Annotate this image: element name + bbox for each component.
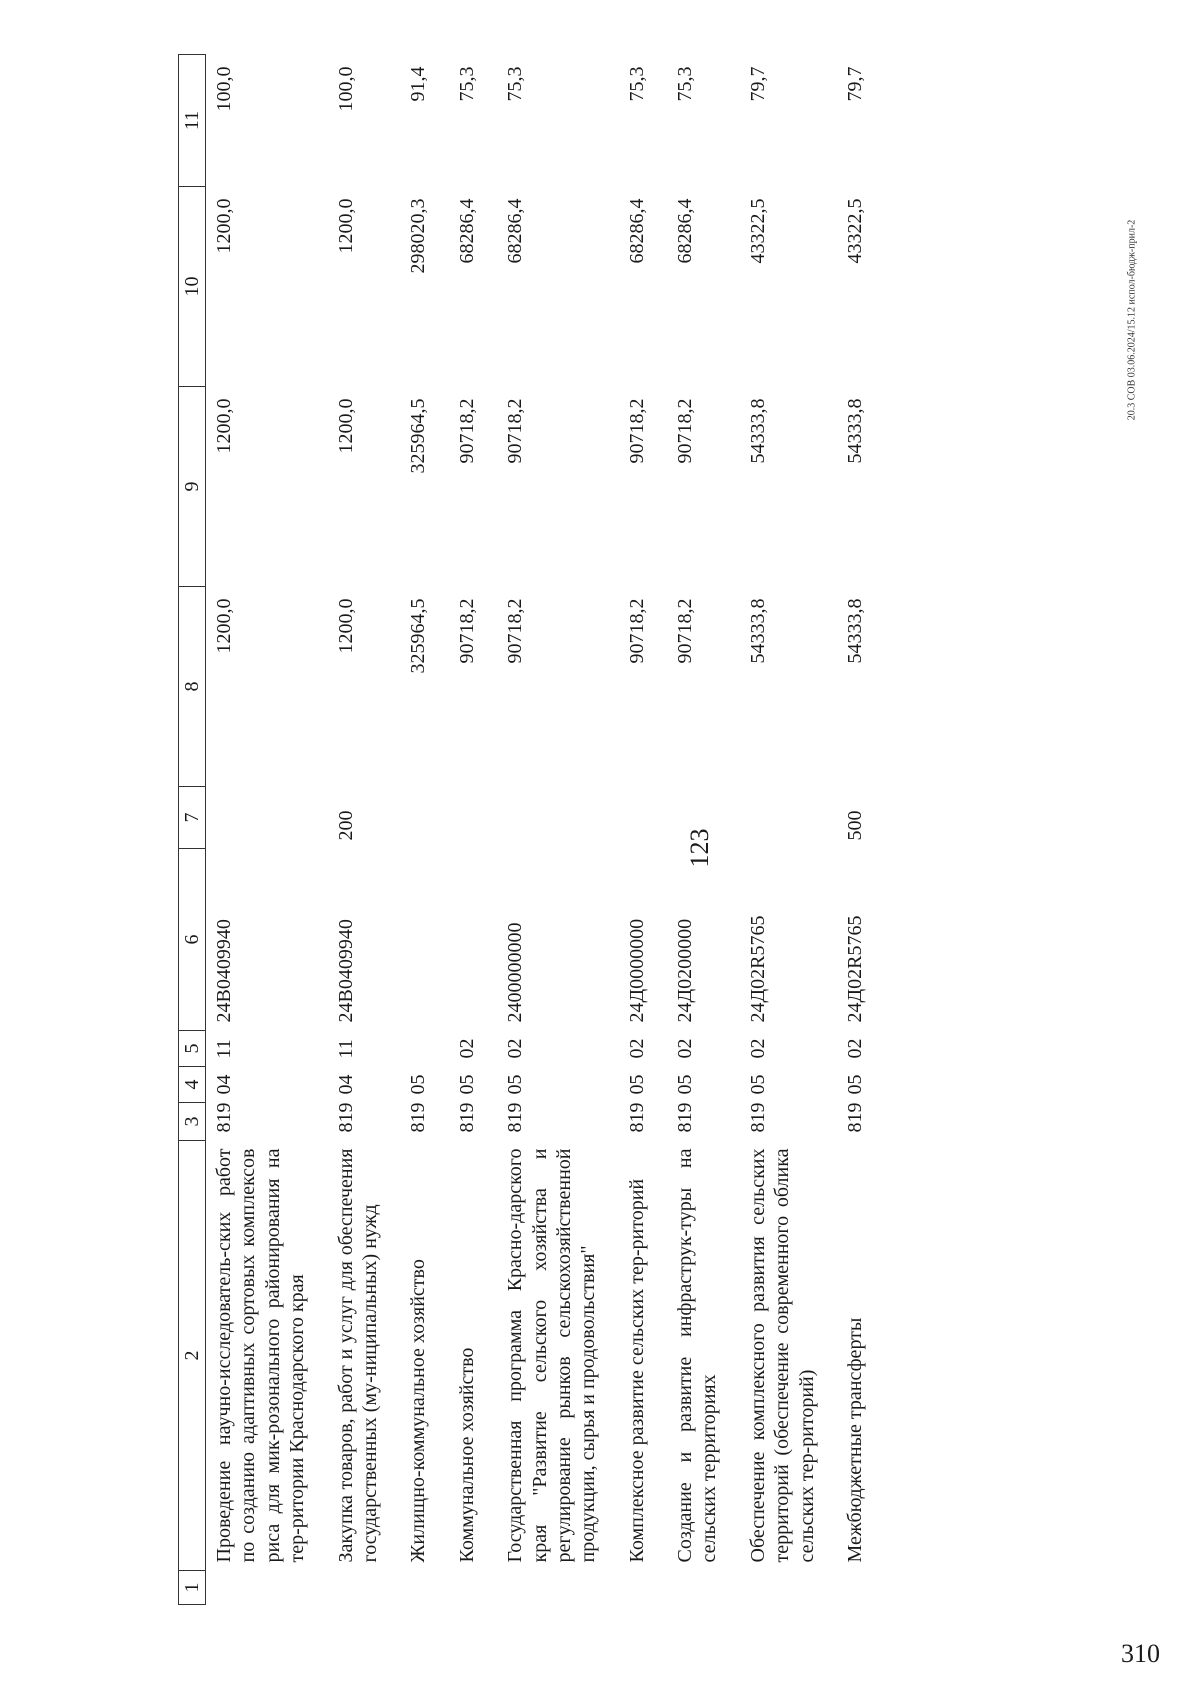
cell-c7 bbox=[206, 787, 328, 849]
cell-c7 bbox=[449, 787, 497, 849]
cell-c3: 819 bbox=[844, 1102, 867, 1133]
cell-c11: 75,3 bbox=[504, 66, 527, 102]
col-header-11: 11 bbox=[179, 55, 206, 187]
col-header-10: 10 bbox=[179, 187, 206, 387]
budget-table bbox=[178, 54, 885, 1605]
cell-c4: 05 bbox=[674, 1074, 697, 1095]
cell-c4: 05 bbox=[504, 1074, 527, 1095]
cell-c7 bbox=[667, 787, 740, 849]
cell-c9: 90718,2 bbox=[455, 398, 478, 464]
cell-c5: 02 bbox=[625, 1038, 648, 1059]
cell-c3: 819 bbox=[746, 1102, 769, 1133]
cell-c6: 24Д02R5765 bbox=[746, 915, 769, 1023]
cell-c6: 24Д02R5765 bbox=[844, 915, 867, 1023]
cell-c6: 2400000000 bbox=[504, 922, 527, 1023]
col-header-3: 3 bbox=[179, 1103, 206, 1141]
cell-c5: 02 bbox=[844, 1038, 867, 1059]
cell-c10: 68286,4 bbox=[455, 198, 478, 264]
cell-c6 bbox=[449, 849, 497, 1031]
cell-c9: 54333,8 bbox=[746, 398, 769, 464]
cell-c9: 54333,8 bbox=[844, 398, 867, 464]
cell-c11: 79,7 bbox=[844, 66, 867, 102]
budget-table-wrapper bbox=[178, 55, 885, 1605]
rotated-sheet bbox=[70, 3, 1130, 1693]
sheet-number: 123 bbox=[685, 828, 714, 868]
cell-c6: 24Д0000000 bbox=[625, 918, 648, 1023]
col-header-7: 7 bbox=[179, 787, 206, 849]
cell-c11: 91,4 bbox=[407, 66, 430, 102]
cell-c4: 04 bbox=[334, 1074, 357, 1095]
cell-c10: 68286,4 bbox=[674, 198, 697, 264]
col-header-8: 8 bbox=[179, 587, 206, 787]
cell-c8: 1200,0 bbox=[334, 598, 357, 654]
table-row bbox=[619, 55, 667, 1605]
cell-c3: 819 bbox=[504, 1102, 527, 1133]
cell-c6: 24В0409940 bbox=[334, 919, 357, 1023]
cell-c5: 02 bbox=[455, 1038, 478, 1059]
cell-c4: 05 bbox=[746, 1074, 769, 1095]
cell-c5: 11 bbox=[213, 1039, 235, 1059]
cell-c8: 90718,2 bbox=[625, 598, 648, 664]
table-row bbox=[667, 55, 740, 1605]
cell-c5: 11 bbox=[334, 1039, 357, 1059]
footer-code: 20.3 COB 03.06.2024/15.12 испол-бюдж-прил-2 bbox=[1126, 219, 1138, 421]
cell-c4: 05 bbox=[407, 1074, 430, 1095]
row-description: Проведение научно-исследователь-ских работ по созданию адаптивных сортовых комплексов риса для мик-розонального районирования на тер-ритории Краснодарского края bbox=[213, 1148, 309, 1563]
cell-c4: 04 bbox=[213, 1074, 235, 1095]
table-row bbox=[206, 55, 328, 1605]
col-header-6: 6 bbox=[179, 849, 206, 1031]
cell-c8: 54333,8 bbox=[844, 598, 867, 664]
cell-c8: 54333,8 bbox=[746, 598, 769, 664]
cell-c5: 02 bbox=[674, 1038, 697, 1059]
col-header-4: 4 bbox=[179, 1067, 206, 1103]
row-description: Создание и развитие инфраструк-туры на сельских территориях bbox=[674, 1148, 721, 1563]
table-row bbox=[837, 55, 885, 1605]
col-header-1: 1 bbox=[179, 1571, 206, 1605]
table-row bbox=[400, 55, 448, 1605]
col-header-5: 5 bbox=[179, 1031, 206, 1067]
cell-c7 bbox=[497, 787, 619, 849]
cell-c3: 819 bbox=[625, 1102, 648, 1133]
cell-c5: 02 bbox=[746, 1038, 769, 1059]
cell-c10: 68286,4 bbox=[625, 198, 648, 264]
row-description: Государственная программа Красно-дарского края "Развитие сельского хозяйства и регулирование рынков сельскохозяйственной продукции, сырья и продовольствия" bbox=[504, 1148, 600, 1563]
cell-c3: 819 bbox=[213, 1102, 235, 1133]
cell-c10: 1200,0 bbox=[213, 198, 235, 254]
cell-c8: 90718,2 bbox=[674, 598, 697, 664]
cell-c10: 43322,5 bbox=[746, 198, 769, 264]
cell-c9: 325964,5 bbox=[407, 398, 430, 474]
cell-c10: 298020,3 bbox=[407, 198, 430, 274]
table-row bbox=[740, 55, 837, 1605]
table-row bbox=[449, 55, 497, 1605]
cell-c11: 79,7 bbox=[746, 66, 769, 102]
cell-c7: 500 bbox=[844, 810, 867, 841]
cell-c11: 75,3 bbox=[674, 66, 697, 102]
cell-c8: 90718,2 bbox=[455, 598, 478, 664]
row-description: Межбюджетные трансферты bbox=[844, 1317, 867, 1563]
cell-c7 bbox=[400, 787, 448, 849]
cell-c4: 05 bbox=[455, 1074, 478, 1095]
cell-c9: 1200,0 bbox=[213, 398, 235, 454]
cell-c3: 819 bbox=[455, 1102, 478, 1133]
row-description: Жилищно-коммунальное хозяйство bbox=[407, 1259, 430, 1563]
cell-c4: 05 bbox=[625, 1074, 648, 1095]
cell-c11: 100,0 bbox=[334, 66, 357, 112]
scan-page-number: 310 bbox=[1121, 1639, 1160, 1668]
row-description: Закупка товаров, работ и услуг для обеспечения государственных (му-ниципальных) нужд bbox=[334, 1148, 381, 1563]
cell-c7: 200 bbox=[334, 810, 357, 841]
cell-c11: 100,0 bbox=[213, 66, 235, 112]
cell-c8: 90718,2 bbox=[504, 598, 527, 664]
cell-c3: 819 bbox=[407, 1102, 430, 1133]
col-header-2: 2 bbox=[179, 1141, 206, 1571]
cell-c5: 02 bbox=[504, 1038, 527, 1059]
cell-c9: 90718,2 bbox=[625, 398, 648, 464]
cell-c10: 68286,4 bbox=[504, 198, 527, 264]
cell-c6: 24Д0200000 bbox=[674, 918, 697, 1023]
table-row bbox=[497, 55, 619, 1605]
cell-c5 bbox=[400, 1031, 448, 1067]
cell-c10: 43322,5 bbox=[844, 198, 867, 264]
col-header-9: 9 bbox=[179, 387, 206, 587]
header-row bbox=[179, 55, 206, 1605]
cell-c8: 325964,5 bbox=[407, 598, 430, 674]
cell-c6: 24В0409940 bbox=[213, 919, 235, 1023]
row-description: Коммунальное хозяйство bbox=[455, 1347, 478, 1563]
cell-c7 bbox=[619, 787, 667, 849]
cell-c11: 75,3 bbox=[625, 66, 648, 102]
cell-c9: 90718,2 bbox=[504, 398, 527, 464]
row-description: Обеспечение комплексного развития сельских территорий (обеспечение современного облика сельских тер-риторий) bbox=[746, 1148, 818, 1563]
cell-c7 bbox=[740, 787, 837, 849]
cell-c9: 90718,2 bbox=[674, 398, 697, 464]
cell-c10: 1200,0 bbox=[334, 198, 357, 254]
cell-c3: 819 bbox=[334, 1102, 357, 1133]
cell-c9: 1200,0 bbox=[334, 398, 357, 454]
cell-c4: 05 bbox=[844, 1074, 867, 1095]
cell-c8: 1200,0 bbox=[213, 598, 235, 654]
cell-c3: 819 bbox=[674, 1102, 697, 1133]
table-row bbox=[328, 55, 401, 1605]
cell-c6 bbox=[400, 849, 448, 1031]
cell-c11: 75,3 bbox=[455, 66, 478, 102]
row-description: Комплексное развитие сельских тер-риторий bbox=[625, 1178, 648, 1563]
